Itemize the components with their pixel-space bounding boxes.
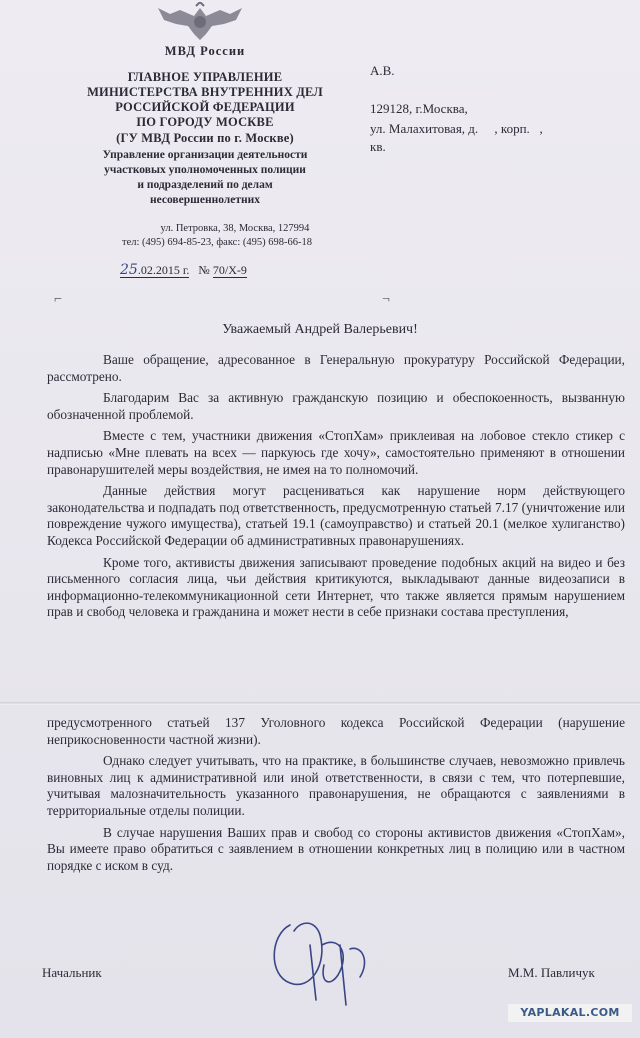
phone-fax: тел: (495) 694-85-23, факс: (495) 698-66-18 xyxy=(121,237,312,248)
org-line: МИНИСТЕРСТВА ВНУТРЕННИХ ДЕЛ xyxy=(87,85,323,99)
recipient-name: А.В. xyxy=(370,63,395,78)
date-day-handwritten: 25 xyxy=(120,262,138,278)
date-rest: .02.2015 г. xyxy=(137,263,190,277)
date-number-line xyxy=(120,262,247,278)
recipient-street: ул. Малахитовая, д. , корп. , xyxy=(370,121,543,136)
paragraph: Данные действия могут расцениваться как нарушение норм действующего законодательства и подпадать под ответственность, предусмотренную статьей 7.17 (уничтожение или повреждение чужого имущества), статьей 19.1 (самоуправство) и статьей 20.1 (мелкое хулиганство) Кодекса Российской Федерации об административных правонарушениях. xyxy=(47,483,625,548)
double-headed-eagle-emblem xyxy=(150,2,250,42)
letter-number: 70/Х-9 xyxy=(212,263,247,277)
org-line: ПО ГОРОДУ МОСКВЕ xyxy=(136,115,274,129)
org-line: (ГУ МВД России по г. Москве) xyxy=(116,131,294,145)
dept-line: участковых уполномоченных полиции xyxy=(104,164,306,176)
agency-short-name: МВД России xyxy=(164,44,246,58)
number-prefix: № xyxy=(198,263,210,277)
paragraph: Кроме того, активисты движения записывают проведение подобных акций на видео и без письменного согласия лица, чьи действия критикуются, выкладывают данные видеозаписи в информационно-телекоммуникационной сети Интернет, что также является прямым нарушением прав и свобод человека и гражданина и может нести в себе признаки состава преступления, xyxy=(47,554,625,620)
recipient-city: 129128, г.Москва, xyxy=(370,101,468,116)
paragraph: Благодарим Вас за активную гражданскую позицию и обеспокоенность, вызванную обозначенной проблемой. xyxy=(47,390,625,422)
salutation: Уважаемый Андрей Валерьевич! xyxy=(222,322,418,337)
corner-mark-left: ⌐ xyxy=(54,292,62,307)
paragraph: В случае нарушения Ваших прав и свобод со стороны активистов движения «СтопХам», Вы имеете право обратиться с заявлением в отношении конкретных лиц в полицию или в частном порядке с иском в суд. xyxy=(47,824,625,873)
paragraph: Ваше обращение, адресованное в Генеральную прокуратуру Российской Федерации, рассмотрено. xyxy=(47,352,625,384)
page-fold xyxy=(0,702,640,705)
handwritten-signature xyxy=(250,905,390,1015)
org-line: ГЛАВНОЕ УПРАВЛЕНИЕ xyxy=(127,70,283,84)
letter-body xyxy=(47,352,625,626)
paragraph: Вместе с тем, участники движения «СтопХам» приклеивая на лобовое стекло стикер с надписью «Мне плевать на всех — паркуюсь где хочу», самостоятельно применяют в отношении правонарушителей меры воздействия, не имея на то полномочий. xyxy=(47,428,625,477)
dept-line: несовершеннолетних xyxy=(149,194,261,206)
org-line: РОССИЙСКОЙ ФЕДЕРАЦИИ xyxy=(115,100,295,114)
corner-mark-right: ¬ xyxy=(382,292,390,307)
signer-name: М.М. Павличук xyxy=(508,965,595,980)
recipient-apartment: кв. xyxy=(370,139,386,154)
site-watermark: YAPLAKAL.COM xyxy=(508,1004,632,1022)
dept-line: и подразделений по делам xyxy=(137,179,273,191)
signer-title: Начальник xyxy=(42,965,102,980)
paragraph: предусмотренного статьей 137 Уголовного кодекса Российской Федерации (нарушение неприкосновенности частной жизни). xyxy=(47,715,625,747)
letter-body-continued xyxy=(47,715,625,879)
dept-line: Управление организации деятельности xyxy=(102,149,308,161)
postal-address: ул. Петровка, 38, Москва, 127994 xyxy=(160,223,310,234)
paragraph: Однако следует учитывать, что на практике, в большинстве случаев, невозможно привлечь виновных лиц к административной или иной ответственности, в связи с тем, что потерпевшие, учитывая малозначительность указанного правонарушения, не обращаются с заявлениями в территориальные отделы полиции. xyxy=(47,753,625,818)
